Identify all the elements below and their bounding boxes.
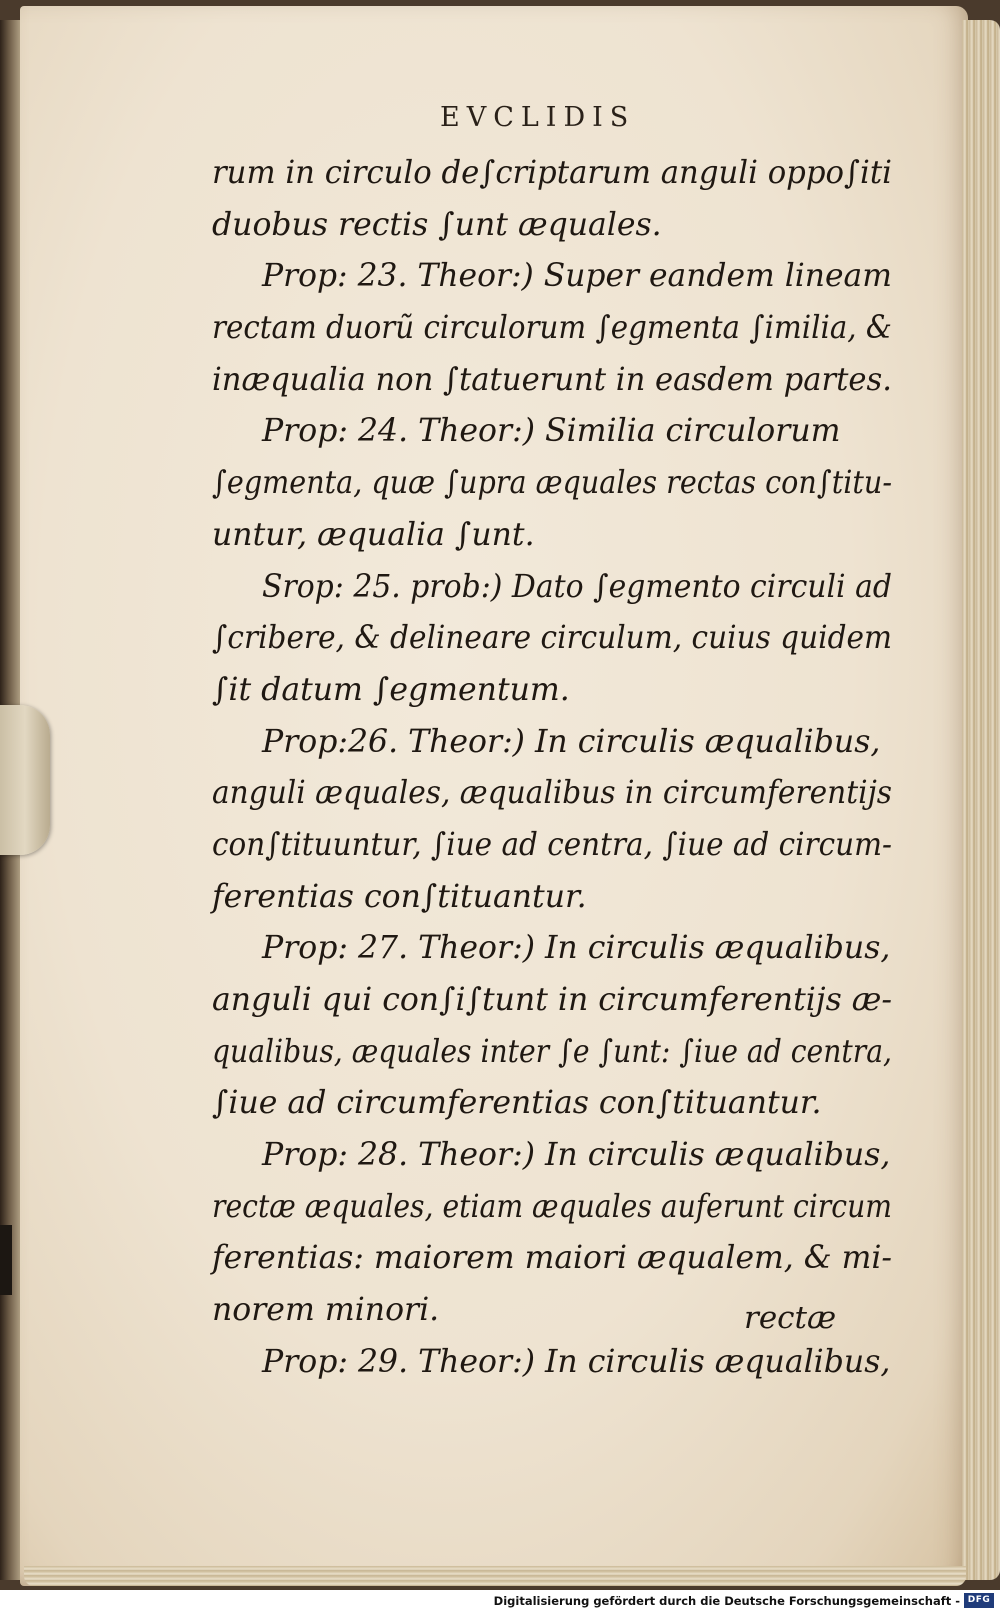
book-clip-dark (0, 1225, 12, 1295)
text-line: ∫iue ad circumferentias con∫tituantur. (212, 1085, 822, 1122)
page-bottom-edge (24, 1566, 966, 1586)
text-line: rum in circulo de∫criptarum anguli oppo∫iti (212, 155, 892, 191)
text-line: ∫it datum ∫egmentum. (212, 671, 570, 708)
text-line: rectæ æquales, etiam æquales auferunt circum (212, 1188, 892, 1225)
text-line: anguli qui con∫i∫tunt in circumferentijs æ- (212, 982, 892, 1018)
book-clip (0, 705, 50, 855)
text-line: Srop: 25. prob:) Dato ∫egmento circuli ad (262, 568, 892, 605)
dfg-logo: DFG (964, 1593, 994, 1608)
catchword: rectæ (744, 1300, 837, 1336)
text-line: anguli æquales, æqualibus in circumferentijs (212, 775, 892, 812)
text-line: Prop: 23. Theor:) Super eandem lineam (262, 258, 892, 295)
text-line: duobus rectis ∫unt æquales. (212, 206, 662, 243)
text-line: qualibus, æquales inter ∫e ∫unt: ∫iue ad centra, (212, 1033, 892, 1070)
text-line: ferentias: maiorem maiori æqualem, & mi- (212, 1240, 892, 1277)
footer-credit: Digitalisierung gefördert durch die Deutsche Forschungsgemeinschaft - (493, 1594, 960, 1608)
text-line: Prop: 27. Theor:) In circulis æqualibus, (262, 930, 891, 967)
text-line: ∫egmenta, quæ ∫upra æquales rectas con∫titu- (212, 465, 892, 502)
text-line: inæqualia non ∫tatuerunt in easdem partes. (212, 361, 892, 398)
text-line: Prop: 24. Theor:) Similia circulorum (262, 413, 841, 450)
text-line: ferentias con∫tituantur. (212, 878, 587, 915)
text-line: con∫tituuntur, ∫iue ad centra, ∫iue ad circum- (212, 826, 892, 863)
running-head: EVCLIDIS (440, 102, 636, 133)
text-line: ∫cribere, & delineare circulum, cuius quidem (212, 620, 892, 657)
text-line: Prop: 28. Theor:) In circulis æqualibus, (262, 1137, 891, 1174)
page-fore-edge (962, 20, 1000, 1580)
text-line: Prop: 29. Theor:) In circulis æqualibus, (262, 1343, 891, 1380)
text-line: Prop:26. Theor:) In circulis æqualibus, (262, 723, 881, 760)
body-text (212, 148, 892, 1389)
text-line: rectam duorũ circulorum ∫egmenta ∫imilia, & (212, 310, 892, 347)
text-line: untur, æqualia ∫unt. (212, 516, 535, 553)
text-line: norem minori. (212, 1292, 440, 1329)
